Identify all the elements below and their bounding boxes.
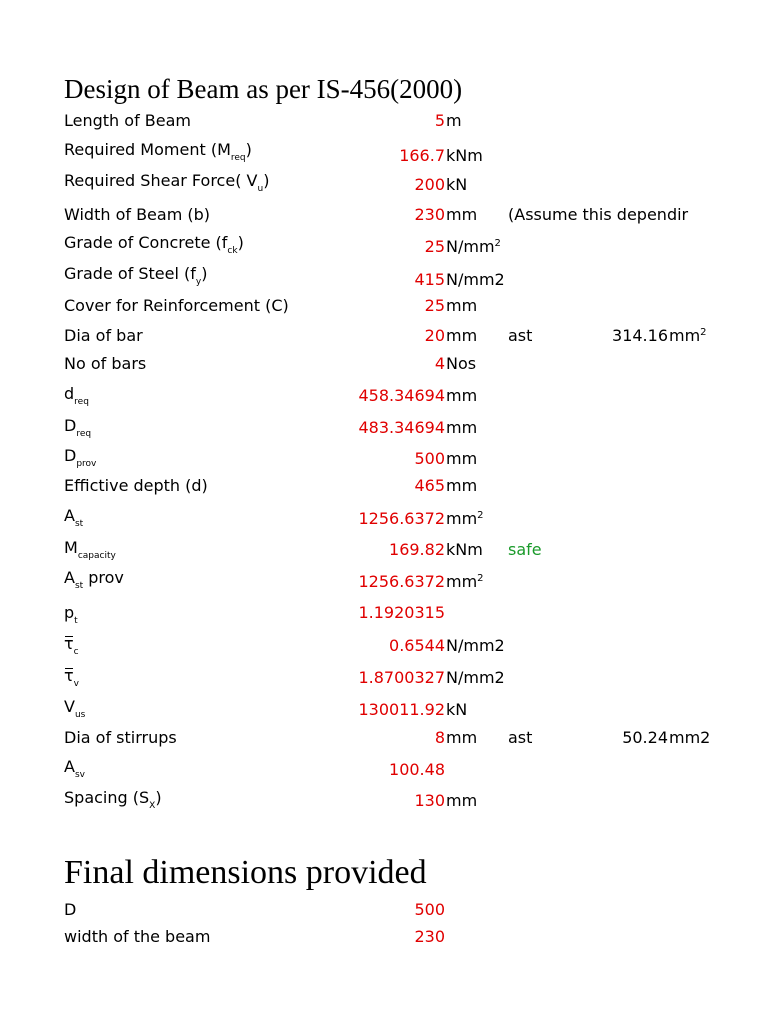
row-spacing xyxy=(0,788,768,814)
row-value: 25 xyxy=(424,237,445,256)
page-title: Design of Beam as per IS-456(2000) xyxy=(64,74,463,104)
row-unit: kNm xyxy=(446,146,483,165)
row-label: $V_{us}$ xyxy=(64,697,86,720)
row-label: Required Shear Force( $V_u$) xyxy=(64,171,270,194)
row-cover-for-reinforcement xyxy=(0,296,768,322)
row-unit: mm xyxy=(446,326,478,345)
row-value: 415 xyxy=(414,270,445,289)
row-unit: mm xyxy=(446,418,478,437)
row-extra-value: 314.16 xyxy=(612,326,668,345)
final-row-width xyxy=(0,927,768,953)
row-label: Cover for Reinforcement (C) xyxy=(64,296,289,315)
row-asv xyxy=(0,757,768,783)
row-unit: N/mm2 xyxy=(446,270,505,289)
row-unit: kN xyxy=(446,175,468,194)
row-tau-v xyxy=(0,666,768,692)
row-D-req xyxy=(0,416,768,442)
row-label: $p_t$ xyxy=(64,603,78,626)
row-label: $A_{st}$ xyxy=(64,506,84,529)
row-unit: mm xyxy=(446,296,478,315)
row-value: 500 xyxy=(414,449,445,468)
row-required-moment xyxy=(0,140,768,166)
section-title-final: Final dimensions provided xyxy=(64,854,427,891)
row-pt xyxy=(0,603,768,629)
row-label: Dia of bar xyxy=(64,326,143,345)
row-extra-unit: mm2 xyxy=(669,728,711,747)
row-ast xyxy=(0,506,768,532)
row-value: 500 xyxy=(414,900,445,919)
row-tau-c xyxy=(0,634,768,660)
row-value: 4 xyxy=(434,354,445,373)
row-value: 20 xyxy=(424,326,445,345)
row-value: 25 xyxy=(424,296,445,315)
row-dia-of-stirrups xyxy=(0,728,768,754)
row-value: 166.7 xyxy=(399,146,445,165)
row-note: ast xyxy=(508,326,533,345)
row-value: 458.34694 xyxy=(358,386,445,405)
row-label: $\tau_v$ xyxy=(64,666,79,689)
row-value: 100.48 xyxy=(389,760,445,779)
row-value: 230 xyxy=(414,205,445,224)
row-label: Length of Beam xyxy=(64,111,191,130)
row-d-req xyxy=(0,384,768,410)
row-label: $D_{prov}$ xyxy=(64,446,97,469)
row-label: $\tau_c$ xyxy=(64,634,79,657)
row-m-capacity xyxy=(0,538,768,564)
row-grade-of-concrete xyxy=(0,233,768,259)
row-value: 200 xyxy=(414,175,445,194)
row-unit: $mm^2$ xyxy=(446,572,484,591)
row-dia-of-bar xyxy=(0,326,768,352)
row-value: 1256.6372 xyxy=(358,572,445,591)
row-unit: kN xyxy=(446,700,468,719)
row-note: (Assume this dependir xyxy=(508,205,689,224)
row-value: 1256.6372 xyxy=(358,509,445,528)
row-width-of-beam xyxy=(0,205,768,231)
row-value: 169.82 xyxy=(389,540,445,559)
row-unit: N/mm2 xyxy=(446,636,505,655)
row-label: Required Moment $(M_{req})$ xyxy=(64,140,252,163)
row-unit: mm xyxy=(446,449,478,468)
row-unit: mm xyxy=(446,386,478,405)
row-unit: N/mm2 xyxy=(446,668,505,687)
row-label: Grade of Steel $(f_y)$ xyxy=(64,264,208,287)
row-vus xyxy=(0,697,768,723)
row-value: 5 xyxy=(434,111,445,130)
row-D-prov xyxy=(0,446,768,472)
row-unit: m xyxy=(446,111,462,130)
row-unit: mm xyxy=(446,791,478,810)
row-unit: kNm xyxy=(446,540,483,559)
row-required-shear-force xyxy=(0,171,768,197)
row-grade-of-steel xyxy=(0,264,768,290)
row-unit: $mm^2$ xyxy=(446,509,484,528)
row-value: 1.8700327 xyxy=(358,668,445,687)
row-unit: $N/mm^2$ xyxy=(446,237,501,256)
row-extra-value: 50.24 xyxy=(622,728,668,747)
row-value: 1.1920315 xyxy=(358,603,445,622)
row-value: 0.6544 xyxy=(389,636,445,655)
row-label: Width of Beam (b) xyxy=(64,205,211,224)
row-label: Effictive depth (d) xyxy=(64,476,208,495)
row-value: 8 xyxy=(434,728,445,747)
row-value: 483.34694 xyxy=(358,418,445,437)
safe-status: safe xyxy=(508,540,542,559)
row-unit: mm xyxy=(446,476,478,495)
row-label: Grade of Concrete $(f_{ck})$ xyxy=(64,233,244,256)
row-ast-prov xyxy=(0,568,768,594)
row-no-of-bars xyxy=(0,354,768,380)
row-value: 130011.92 xyxy=(358,700,445,719)
row-label: width of the beam xyxy=(64,927,211,946)
row-value: 230 xyxy=(414,927,445,946)
row-label: No of bars xyxy=(64,354,147,373)
row-label: $M_{capacity}$ xyxy=(64,538,116,561)
row-effective-depth xyxy=(0,476,768,502)
row-label: $d_{req}$ xyxy=(64,384,89,407)
row-unit: mm xyxy=(446,205,478,224)
row-label: $A_{sv}$ xyxy=(64,757,85,780)
row-label: D xyxy=(64,900,77,919)
row-value: 130 xyxy=(414,791,445,810)
final-row-D xyxy=(0,900,768,926)
row-label: Spacing $(S_X)$ xyxy=(64,788,162,811)
row-value: 465 xyxy=(414,476,445,495)
row-note: ast xyxy=(508,728,533,747)
row-length-of-beam xyxy=(0,111,768,137)
row-label: $D_{req}$ xyxy=(64,416,92,439)
row-label: Dia of stirrups xyxy=(64,728,177,747)
row-extra-unit: $mm^2$ xyxy=(669,326,707,345)
row-unit: mm xyxy=(446,728,478,747)
row-unit: Nos xyxy=(446,354,477,373)
row-label: $A_{st}$ prov xyxy=(64,568,124,591)
